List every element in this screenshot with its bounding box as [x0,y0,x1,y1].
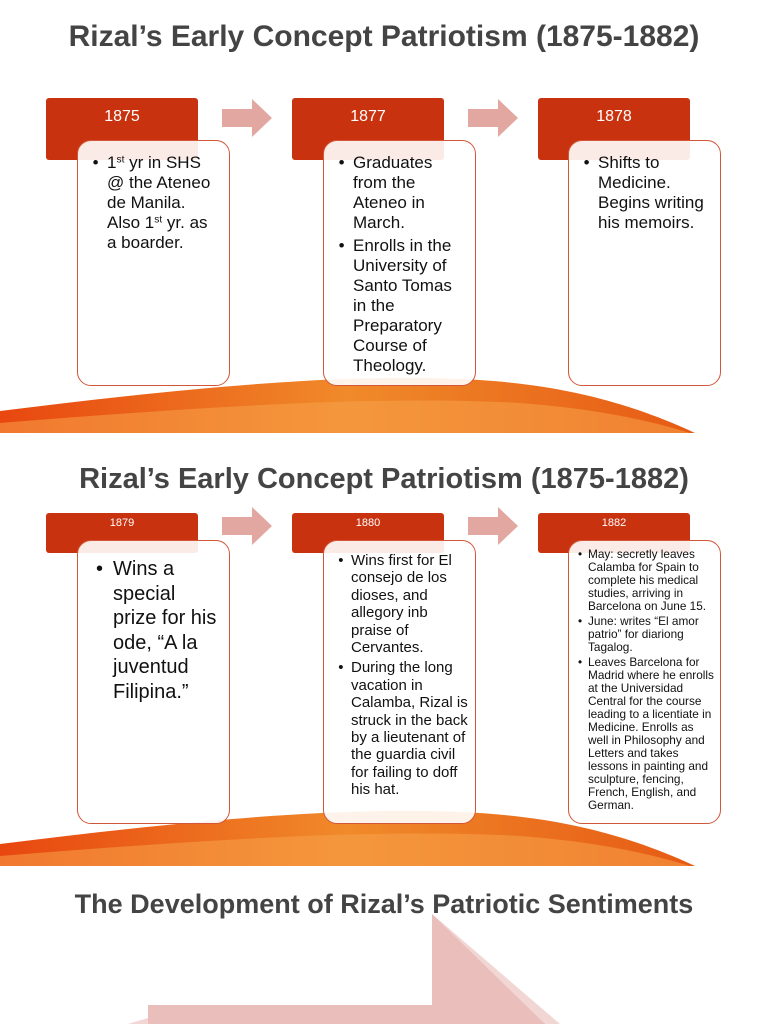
event-item [353,236,467,376]
event-item [113,557,221,704]
event-item-text: June: writes “El amor patrio” for diariong Tagalog. [588,614,699,654]
event-card [77,540,230,824]
event-card [568,540,721,824]
event-item [107,153,221,253]
event-card [323,540,476,824]
event-item [598,153,712,233]
slide-title: Rizal’s Early Concept Patriotism (1875-1882) [68,20,700,53]
slide-2 [0,455,768,866]
event-item-text: 1st yr in SHS @ the Ateneo de Manila. Also 1st yr. as a boarder. [107,153,211,252]
event-item [588,656,715,812]
event-item [588,615,715,654]
event-card [323,140,476,386]
event-item [351,659,469,798]
ordinal-suffix: st [116,154,125,166]
event-item-text: Leaves Barcelona for Madrid where he enrolls at the Universidad Central for the course leading to a licentiate in Medicine. Enrolls as well in Philosophy and Letters and takes lessons in painting and sculpture, fencing, French, English, and German. [588,655,714,812]
arrow-right-icon [222,99,272,137]
event-item-text: Wins a special prize for his ode, “A la juventud Filipina.” [113,558,217,703]
year-box: 1879 [46,513,198,553]
event-item-text: During the long vacation in Calamba, Rizal is struck in the back by a lieutenant of the guardia civil for failing to doff his hat. [351,659,468,799]
slide-title: Rizal’s Early Concept Patriotism (1875-1882) [79,463,689,495]
event-item [351,552,469,656]
year-box: 1875 [46,98,198,160]
year-box: 1878 [538,98,690,160]
slide-title: The Development of Rizal’s Patriotic Sentiments [74,889,694,919]
event-card [77,140,230,386]
event-item [353,153,467,233]
ordinal-suffix: st [154,214,163,226]
event-item-text: Wins first for El consejo de los dioses, and allegory inb praise of Cervantes. [351,552,452,657]
year-box: 1877 [292,98,444,160]
event-card [568,140,721,386]
year-box: 1880 [292,513,444,553]
event-item [588,548,715,613]
event-item-text: Shifts to Medicine. Begins writing his memoirs. [598,153,704,232]
event-item-text: May: secretly leaves Calamba for Spain to complete his medical studies, arriving in Barcelona on June 15. [588,547,707,613]
arrow-right-icon [468,507,518,545]
arrow-right-icon [222,507,272,545]
event-item-text: Enrolls in the University of Santo Tomas in the Preparatory Course of Theology. [353,236,452,375]
slide-1 [0,0,768,433]
arrow-right-icon [468,99,518,137]
year-box: 1882 [538,513,690,553]
event-item-text: Graduates from the Ateneo in March. [353,153,433,232]
slide-3 [0,888,768,1024]
